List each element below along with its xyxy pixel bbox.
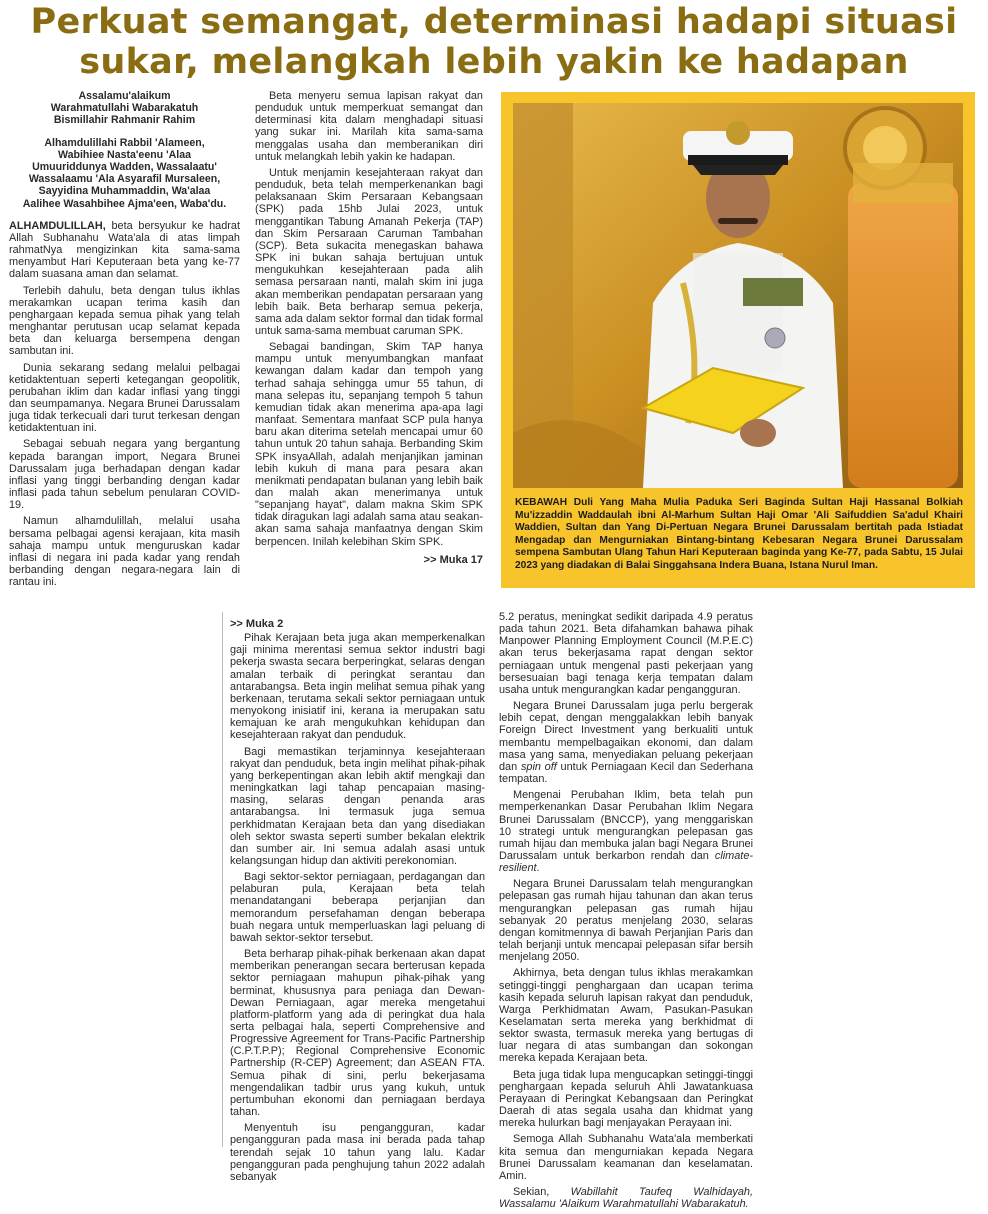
greeting-line: Warahmatullahi Wabarakatuh — [50, 102, 199, 115]
article-paragraph: Namun alhamdulillah, melalui usaha bersama pelbagai agensi kerajaan, kita masih sahaja mampu untuk menguruskan kadar inflasi di negara ini pada kadar yang rendah berbanding dengan negara-negara lain di rantau ini. — [9, 515, 240, 589]
photo-frame — [501, 92, 975, 588]
article-paragraph: Pihak Kerajaan beta juga akan memperkenalkan gaji minima merentasi semua sektor industri bagi pekerja swasta secara berperingkat, selaras dengan amalan terbaik di peringkat serantau dan antarabangsa. Beta ingin melihat semua pihak yang berkenaan, terutama sekali sektor perniagaan untuk menyokong inisiatif ini, kerana ia merupakan satu kemajuan ke arah mengukuhkan kehidupan dan kesejahteraan rakyat dan penduduk. — [230, 632, 485, 742]
article-paragraph: Terlebih dahulu, beta dengan tulus ikhlas merakamkan ucapan terima kasih dan penghargaan kepada semua pihak yang telah menghantar perutusan ucap selamat kepada beta dan keluarga bersempena dengan sambutan ini. — [9, 284, 240, 358]
article-paragraph: Akhirnya, beta dengan tulus ikhlas merakamkan setinggi-tinggi penghargaan dan ucapan terima kasih kepada seluruh lapisan rakyat dan penduduk, Warga Perkhidmatan Awam, Pasukan-Pasukan Keselamatan serta mereka yang berkhidmat di sektor swasta, termasuk mereka yang bertugas di luar negara di atas sumbangan dan sokongan mereka kepada Kerajaan beta. — [499, 967, 753, 1065]
article-paragraph — [9, 220, 240, 281]
article-paragraph: Beta menyeru semua lapisan rakyat dan penduduk untuk memperkuat semangat dan determinasi kita dalam menghadapi situasi yang sukar ini. Marilah kita sama-sama menggalas usaha dan memberanikan diri untuk melangkah lebih yakin ke hadapan. — [255, 90, 483, 163]
closing-salutation: Wabillahit Taufeq Walhidayah, Wassalamu 'Alaikum Warahmatullahi Wabarakatuh. — [499, 1186, 753, 1211]
article-paragraph: Menyentuh isu pengangguran, kadar pengangguran pada masa ini berada pada tahap terendah sejak 10 tahun yang lalu. Kadar pengangguran pada penghujung tahun 2022 adalah sebanyak — [230, 1122, 485, 1183]
continued-page-link[interactable]: >> Muka 17 — [423, 553, 483, 566]
article-paragraph: Dunia sekarang sedang melalui pelbagai ketidaktentuan seperti ketegangan geopolitik, perubahan iklim dan kadar inflasi yang tinggi dan seumpamanya. Negara Brunei Darussalam juga tidak terkecuali dari turut terkesan dengan ketidaktentuan ini. — [9, 361, 240, 435]
article-paragraph: Untuk menjamin kesejahteraan rakyat dan penduduk, beta telah memperkenankan bagi pelaksanaan Skim Persaraan Kebangsaan (SPK) pada 15hb Julai 2023, untuk menggantikan Tabung Amanah Pekerja (TAP) dan Skim Persaraan Caruman Tambahan (SCP). Beta sukacita menegaskan bahawa SPK ini bukan sahaja bertujuan untuk mengukuhkan kesejahteraan pada alih semasa persaraan nanti, malah skim ini juga akan memberikan pendapatan persaraan yang lebih baik. Beta berharap semua pekerja, sama ada dalam sektor formal dan tidak formal untuk sama-sama membuat caruman SPK. — [255, 166, 483, 337]
column-2 — [255, 90, 483, 566]
greeting-line: Alhamdulillahi Rabbil 'Alameen, — [44, 136, 205, 149]
article-paragraph: Bagi sektor-sektor perniagaan, perdagangan dan pelaburan pula, Kerajaan beta telah menandatangani beberapa perjanjian dan memorandum persefahaman dengan beberapa buah negara untuk memperluaskan lagi peluang di bawah sektor-sektor tersebut. — [230, 871, 485, 944]
paragraph-text: Mengenai Perubahan Iklim, beta telah pun memperkenankan Dasar Perubahan Iklim Negara Brunei Darussalam (BNCCP), yang menggariskan 10 strategi untuk mengurangkan pelepasan gas rumah hijau dan membuka jalan bagi Negara Brunei Darussalam untuk berkarbon rendah dan — [499, 789, 753, 862]
article-paragraph: Sebagai sebuah negara yang bergantung kepada barangan import, Negara Brunei Darussalam juga berhadapan dengan kadar inflasi yang tinggi berbanding dengan kadar inflasi pada tahun sebelum penularan COVID-19. — [9, 438, 240, 512]
article-paragraph — [499, 1186, 753, 1210]
paragraph-text: beta bersyukur ke hadrat Allah Subhanahu Wata'ala di atas limpah rahmatNya mengizinkan kita sama-sama menyambut Hari Keputeraan beta yang ke-77 dalam suasana aman dan selamat. — [9, 219, 240, 281]
article-paragraph: 5.2 peratus, meningkat sedikit daripada 4.9 peratus pada tahun 2021. Beta difahamkan bahawa pihak Manpower Planning Employment Council (M.P.E.C) akan terus bekerjasama rapat dengan sektor perniagaan untuk mengenal pasti pekerjaan yang bersesuaian bagi tenaga kerja tempatan dalam usaha untuk mengurangkan kadar pengangguran. — [499, 611, 753, 696]
headline — [0, 2, 988, 82]
article-paragraph: Beta juga tidak lupa mengucapkan setinggi-tinggi penghargaan kepada seluruh Ahli Jawatankuasa Perayaan di Peringkat Kebangsaan dan Peringkat Daerah di atas segala usaha dan khidmat yang mereka hulurkan bagi menjayakan Perayaan ini. — [499, 1068, 753, 1130]
greeting-line: Wassalaamu 'Ala Asyarafil Mursaleen, — [28, 173, 221, 186]
greeting-line: Aalihee Wasahbihee Ajma'een, Waba'du. — [22, 197, 227, 210]
greeting-line: Assalamu'alaikum — [78, 90, 171, 102]
lead-word: ALHAMDULILLAH, — [9, 219, 106, 232]
greeting-line: Umuuriddunya Wadden, Wassalaatu' — [32, 161, 217, 174]
sultan-portrait-image — [513, 103, 963, 488]
article-paragraph: Bagi memastikan terjaminnya kesejahteraan rakyat dan penduduk, beta ingin melihat pihak-pihak yang berkepentingan akan lebih aktif mengkaji dan meningkatkan lagi tahap pencapaian masing-masing, selaras dengan penanda aras antarabangsa. Ini termasuk juga semua perkhidmatan Kerajaan beta dan yang disediakan oleh sektor swasta seperti sumber bekalan elektrik dan sumber air. Ini semua adalah asasi untuk kelangsungan hidup dan aktiviti perekonomian. — [230, 745, 485, 867]
article-paragraph: Sebagai bandingan, Skim TAP hanya mampu untuk menyumbangkan manfaat kewangan dalam kadar dan tempoh yang terhad sahaja sehingga umur 55 tahun, di mana selepas itu, sepanjang tempoh 5 tahun kemudian tidak akan menerima apa-apa lagi manfaat. Sementara manfaat SCP pula hanya baru akan diterima setelah mencapai umur 60 tahun untuk 20 tahun sahaja. Berbanding Skim SPK insyaAllah, adalah menjanjikan jaminan lebih kukuh di mana para pesara akan menikmati pendapatan bulanan yang lebih baik dan malah akan menerimanya untuk "sepanjang hayat", dalam makna Skim SPK tidak diragukan lagi adalah sama atau seakan-akan sama sahaja manfaatnya dengan Skim berpencen. Inilah kelebihan Skim SPK. — [255, 341, 483, 548]
article-paragraph: Beta berharap pihak-pihak berkenaan akan dapat memberikan penerangan secara berterusan kepada sektor perniagaan mahupun pihak-pihak yang berminat, khususnya para peniaga dan Dewan-Dewan Perniagaan, agar mereka mengetahui platform-platform yang ada di peringkat dua hala serta pelbagai hala, seperti Comprehensive and Progressive Agreement for Trans-Pacific Partnership (C.P.T.P.P); Regional Comprehensive Economic Partnership (R-CEP) Agreement; dan ASEAN FTA. Semua pihak di sini, perlu bekerjasama mengendalikan tadbir urus yang kukuh, untuk pertumbuhan ekonomi dan perniagaan berdaya tahan. — [230, 948, 485, 1119]
column-3 — [230, 618, 485, 1187]
italic-term: spin off — [520, 760, 557, 773]
paragraph-text: Sekian, — [513, 1186, 571, 1199]
paragraph-text: untuk Perniagaan Kecil dan Sederhana tempatan. — [499, 760, 754, 786]
article-paragraph: Negara Brunei Darussalam telah mengurangkan pelepasan gas rumah hijau tahunan dan akan terus mengurangkan pelepasan gas rumah hijau sebanyak 20 peratus menjelang 2030, selaras dengan komitmennya di bawah Perjanjian Paris dan telah berjanji untuk mencapai pelepasan sifar bersih menjelang 2050. — [499, 878, 753, 964]
headline-line-2: sukar, melangkah lebih yakin ke hadapan — [79, 42, 909, 82]
greeting-doa — [9, 137, 240, 210]
italic-term: climate-resilient — [499, 849, 753, 875]
greeting-line: Wabihiee Nasta'eenu 'Alaa — [58, 148, 191, 161]
column-4 — [499, 611, 753, 1214]
paragraph-text: . — [536, 862, 540, 875]
greeting-line: Bismillahir Rahmanir Rahim — [53, 114, 196, 127]
greeting-salam — [9, 90, 240, 127]
from-page-link[interactable]: >> Muka 2 — [230, 618, 284, 630]
article-paragraph: Semoga Allah Subhanahu Wata'ala memberkati kita semua dan mengurniakan kepada Negara Brunei Darussalam keamanan dan keselamatan. Amin. — [499, 1133, 753, 1182]
article-paragraph — [499, 789, 753, 874]
paragraph-text: Negara Brunei Darussalam juga perlu bergerak lebih cepat, dengan menggalakkan lebih banyak Foreign Direct Investment yang berkualiti untuk membantu mempelbagaikan ekonomi, dan dalam masa yang sama, menyediakan peluang pekerjaan dan — [499, 700, 753, 773]
greeting-line: Sayyidina Muhammaddin, Wa'alaa — [38, 185, 211, 198]
column-1 — [9, 90, 240, 592]
headline-line-1: Perkuat semangat, determinasi hadapi situasi — [30, 2, 958, 42]
article-paragraph — [499, 700, 753, 785]
photo-caption: KEBAWAH Duli Yang Maha Mulia Paduka Seri Baginda Sultan Haji Hassanal Bolkiah Mu'izzaddin Waddaulah ibni Al-Marhum Sultan Haji Omar 'Ali Saifuddien Sa'adul Khairi Waddien, Sultan dan Yang Di-Pertuan Negara Brunei Darussalam bertitah pada Istiadat Mengadap dan Mengurniakan Bintang-bintang Kebesaran Negara Brunei Darussalam sempena Sambutan Ulang Tahun Hari Keputeraan baginda yang Ke-77, pada Sabtu, 15 Julai 2023 yang diadakan di Balai Singgahsana Indera Buana, Istana Nurul Iman. — [515, 497, 963, 571]
column-divider — [222, 612, 223, 1147]
sultan-photo — [513, 103, 963, 488]
